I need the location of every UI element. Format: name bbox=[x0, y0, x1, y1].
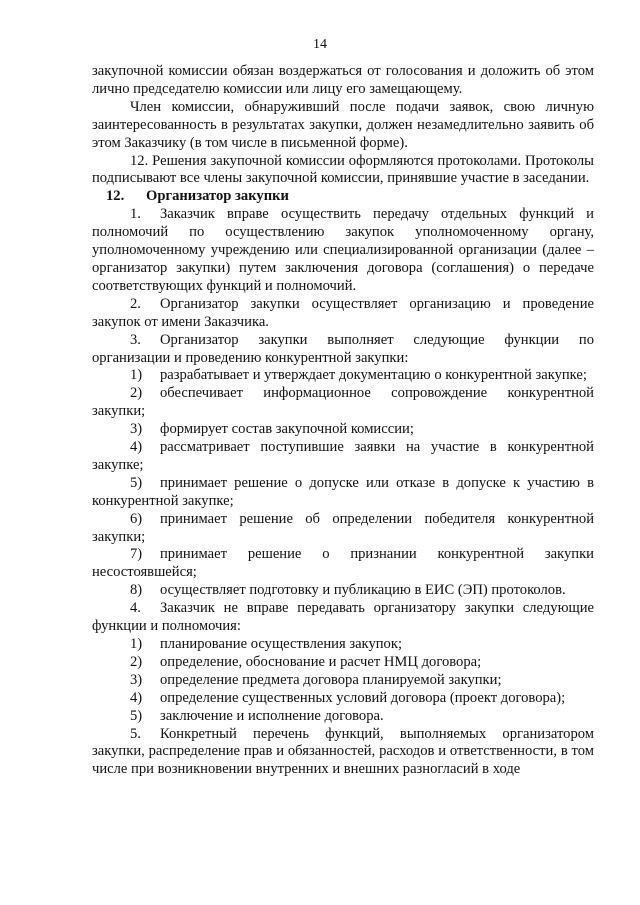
section-heading bbox=[92, 188, 594, 206]
document-body bbox=[92, 63, 594, 779]
numbered-item: 4. Заказчик не вправе передавать организатору закупки следующие функции и полномочия: bbox=[92, 600, 594, 635]
function-item: 8) осуществляет подготовку и публикацию в ЕИС (ЭП) протоколов. bbox=[130, 582, 566, 599]
restricted-item: 3) определение предмета договора планируемой закупки; bbox=[130, 671, 502, 688]
function-item: 5) принимает решение о допуске или отказе в допуске к участию в конкурентной закупке; bbox=[92, 474, 594, 509]
numbered-item: 3. Организатор закупки выполняет следующие функции по организации и проведению конкурентной закупки: bbox=[92, 331, 594, 366]
paragraph: закупочной комиссии обязан воздержаться от голосования и доложить об этом лично председателю комиссии или лицу его замещающему. bbox=[92, 63, 594, 97]
function-item: 3) формирует состав закупочной комиссии; bbox=[130, 421, 414, 438]
restricted-item: 1) планирование осуществления закупок; bbox=[130, 636, 402, 652]
numbered-item: 2. Организатор закупки осуществляет организацию и проведение закупок от имени Заказчика. bbox=[92, 295, 594, 330]
section-title: Организатор закупки bbox=[146, 188, 289, 205]
function-item: 7) принимает решение о признании конкурентной закупки несостоявшейся; bbox=[92, 546, 594, 581]
paragraph: 12. Решения закупочной комиссии оформляются протоколами. Протоколы подписывают все члены закупочной комиссии, принявшие участие в заседании. bbox=[92, 152, 594, 187]
function-item: 1) разрабатывает и утверждает документацию о конкурентной закупке; bbox=[130, 367, 587, 384]
restricted-item: 2) определение, обоснование и расчет НМЦ договора; bbox=[130, 653, 482, 670]
numbered-item: 5. Конкретный перечень функций, выполняемых организатором закупки, распределение прав и обязанностей, расходов и ответственности, в том числе при возникновении внутренних и внешних разногласий в ходе bbox=[92, 725, 594, 778]
function-item: 2) обеспечивает информационное сопровождение конкурентной закупки; bbox=[92, 385, 594, 420]
restricted-item: 5) заключение и исполнение договора. bbox=[130, 707, 384, 724]
numbered-item: 1. Заказчик вправе осуществить передачу отдельных функций и полномочий по осуществлению закупок уполномоченному органу, уполномоченному учреждению или специализированной организации (далее – организатор закупки) путем заключения договора (соглашения) о передаче соответствующих функций и полномочий. bbox=[92, 206, 594, 294]
function-item: 4) рассматривает поступившие заявки на участие в конкурентной закупке; bbox=[92, 439, 594, 473]
page-number: 14 bbox=[313, 37, 327, 52]
restricted-item: 4) определение существенных условий договора (проект договора); bbox=[130, 689, 566, 706]
section-number: 12. bbox=[106, 188, 125, 205]
function-item: 6) принимает решение об определении победителя конкурентной закупки; bbox=[92, 510, 594, 545]
paragraph: Член комиссии, обнаруживший после подачи заявок, свою личную заинтересованность в результатах закупки, должен незамедлительно заявить об этом Заказчику (в том числе в письменной форме). bbox=[92, 98, 594, 151]
